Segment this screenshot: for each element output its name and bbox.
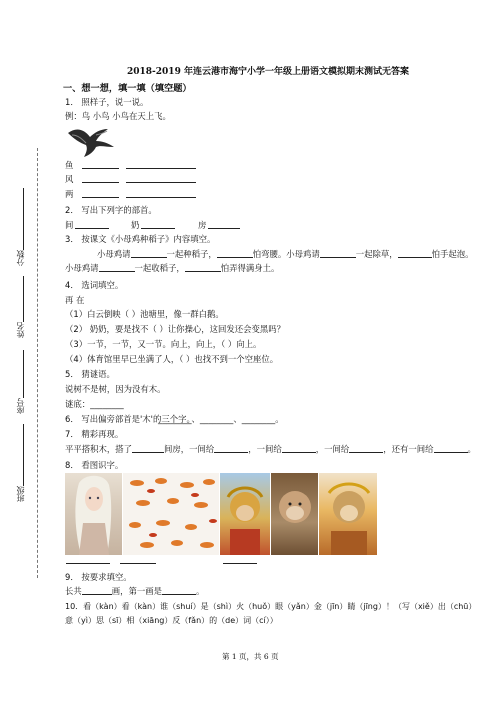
q1-blank[interactable] — [82, 182, 119, 183]
q7-text: 。 — [467, 444, 476, 454]
q2-blank[interactable] — [141, 228, 175, 229]
q3-text: 一起种稻子， — [166, 249, 217, 259]
q8-blank[interactable] — [223, 563, 257, 564]
picture-monkey-king-2 — [319, 473, 377, 555]
q7-line — [65, 444, 476, 455]
q9-blank[interactable] — [162, 586, 196, 595]
q5-answer-label: 谜底： — [65, 399, 91, 409]
label-seat: 座号 — [16, 398, 25, 414]
q3-blank[interactable] — [131, 249, 167, 258]
q2-item: 房 — [198, 220, 207, 230]
q1-blank[interactable] — [82, 168, 119, 169]
q2-heading: 2． 写出下列字的部首。 — [65, 205, 157, 215]
blank-line-seat — [23, 350, 24, 398]
q7-text: ，还有一间给 — [383, 444, 434, 454]
q4-item[interactable]: （4）体育馆里早已坐满了人，（ ）也找不到一个空座位。 — [65, 354, 279, 364]
section-heading: 一、想一想，填一填（填空题） — [63, 83, 192, 94]
q5-answer-blank[interactable]: ________ — [90, 399, 124, 409]
q3-text: 一起收稻子， — [134, 263, 185, 273]
label-score: 分数 — [16, 250, 25, 266]
page-title: 2018-2019 年连云港市海宁小学一年级上册语文模拟期末测试无答案 — [127, 67, 409, 77]
blank-line-name — [23, 276, 24, 322]
q7-blank[interactable] — [214, 444, 248, 453]
q3-heading: 3． 按课文《小母鸡种稻子》内容填空。 — [65, 234, 216, 244]
q7-blank[interactable] — [349, 444, 383, 453]
q7-blank[interactable] — [282, 444, 316, 453]
q3-text: 怕弯腰。小母鸡请 — [252, 249, 320, 259]
q1-blank[interactable] — [126, 197, 196, 198]
q9-text: 画，第一画是 — [111, 586, 162, 596]
q4-item[interactable]: （2） 奶奶，要是找不（ ）让你操心，这回发还会变黑吗？ — [65, 324, 286, 334]
q6-blanks[interactable]: ________、________、________。 — [158, 414, 284, 424]
q7-text: ，一间给 — [248, 444, 282, 454]
q3-blank[interactable] — [320, 249, 356, 258]
bird-icon — [66, 125, 118, 159]
q3-text: 怕手起泡。 — [431, 249, 474, 259]
blank-line-score — [23, 188, 24, 250]
q8-blank[interactable] — [66, 563, 110, 564]
q5-riddle: 说树不是树，因为没有木。 — [65, 384, 166, 394]
q3-blank[interactable] — [217, 249, 253, 258]
q4-heading: 4． 选词填空。 — [65, 280, 124, 290]
q1-row-char: 两 — [65, 189, 74, 199]
q3-text: 一起除草， — [355, 249, 398, 259]
blank-line-class — [23, 424, 24, 486]
q3-line1 — [97, 249, 474, 260]
q1-blank[interactable] — [126, 168, 196, 169]
page-footer: 第 1 页，共 6 页 — [222, 652, 279, 661]
q3-text: 怕弄得满身土。 — [220, 263, 280, 273]
q1-blank[interactable] — [126, 182, 196, 183]
q9-line — [65, 586, 204, 597]
q2-blank[interactable] — [208, 228, 240, 229]
q7-blank[interactable] — [434, 444, 468, 453]
q4-item[interactable]: （1）白云倒映（ ）池塘里，像一群白鹅。 — [65, 309, 224, 319]
q5-heading: 5． 猜谜语。 — [65, 369, 115, 379]
q1-heading: 1． 照样子，说一说。 — [65, 97, 149, 107]
q8-heading: 8． 看图识字。 — [65, 460, 124, 470]
binding-dashed-line — [37, 148, 38, 578]
q4-words: 再 在 — [65, 295, 85, 305]
q3-blank[interactable] — [185, 263, 221, 272]
q7-text: 平平搭积木，搭了 — [65, 444, 132, 454]
q1-example: 例：鸟 小鸟 小鸟在天上飞。 — [65, 111, 171, 121]
q4-item[interactable]: （3）一节，一节，又一节。向上，向上，（ ）向上。 — [65, 339, 262, 349]
label-class: 班级 — [16, 486, 25, 502]
picture-monkey-king — [220, 473, 270, 555]
picture-monkey — [271, 473, 318, 555]
q7-text: 间房，一间给 — [164, 444, 215, 454]
q3-line2 — [65, 263, 279, 274]
q5-answer — [65, 399, 124, 410]
q2-item: 间 — [65, 220, 74, 230]
q9-text: 长共 — [65, 586, 82, 596]
q3-blank[interactable] — [99, 263, 135, 272]
q2-blank[interactable] — [75, 228, 109, 229]
q10-line1: 10．看（kàn）看（kàn）谁（shuí）是（shì）火（huǒ）眼（yǎn）金（jīn）睛（jīng）！（写（xiě）出（chū） — [65, 602, 477, 611]
q8-blank[interactable] — [120, 563, 156, 564]
label-name: 姓名 — [16, 322, 25, 338]
q1-blank[interactable] — [82, 197, 119, 198]
q7-text: ，一间给 — [315, 444, 350, 454]
q3-blank[interactable] — [398, 249, 432, 258]
q7-heading: 7． 精彩再现。 — [65, 429, 124, 439]
picture-doll — [65, 473, 122, 555]
q7-blank[interactable] — [132, 444, 164, 453]
q9-text: 。 — [196, 586, 205, 596]
picture-goldfish — [123, 473, 219, 555]
q9-heading: 9． 按要求填空。 — [65, 572, 132, 582]
q1-row-char: 风 — [65, 174, 74, 184]
q10-line2: 意（yì）思（sī）相（xiāng）反（fǎn）的（de）词（cí）） — [65, 616, 278, 625]
q1-row-char: 鱼 — [65, 160, 74, 170]
q3-text: 小母鸡请 — [97, 249, 131, 259]
q2-item: 奶 — [131, 220, 140, 230]
q9-blank[interactable] — [82, 586, 112, 595]
q6-heading: 6． 写出偏旁部首是'木'的三个字。 — [65, 414, 195, 424]
q3-text: 小母鸡请 — [65, 263, 99, 273]
